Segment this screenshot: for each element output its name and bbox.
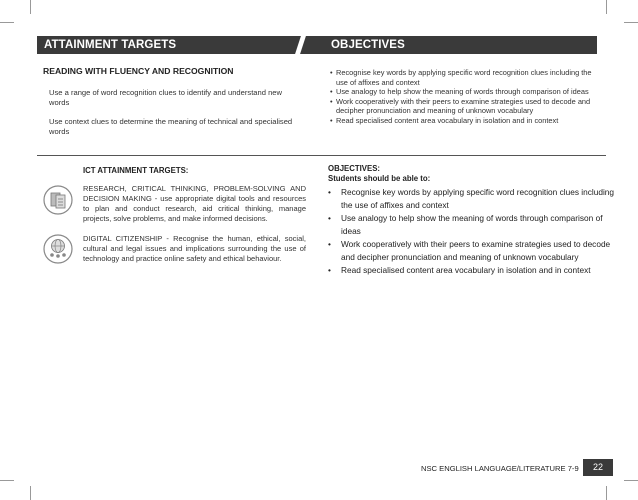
reading-title: READING WITH FLUENCY AND RECOGNITION [43,66,234,76]
crop-mark [0,22,14,23]
objectives-heading: OBJECTIVES [331,39,405,51]
crop-mark [606,0,607,14]
ict-title: ICT ATTAINMENT TARGETS: [83,166,189,175]
objectives-subtitle: Students should be able to: [328,174,431,183]
bullet: • [328,265,331,275]
research-icon [43,185,73,215]
crop-mark [624,480,638,481]
list-item [330,87,600,97]
bullet: • [330,115,333,125]
bullet: • [330,68,333,77]
bullet: • [330,87,333,97]
objectives-list [325,186,615,277]
bullet: • [328,239,331,249]
crop-mark [606,486,607,500]
list-item [325,186,615,212]
list-item-text: Use analogy to help show the meaning of words through comparison of ideas [336,87,589,97]
list-item-text: Read specialised content area vocabulary in isolation and in context [336,115,559,125]
list-item-text: Read specialised content area vocabulary in isolation and in context [341,265,591,275]
crop-mark [0,480,14,481]
ict-research-text: RESEARCH, CRITICAL THINKING, PROBLEM-SOLVING AND DECISION MAKING - use appropriate digital tools and resources to plan and conduct research, aid critical thinking, manage projects, solve problems, and make informed decisions. [83,184,306,223]
list-item-text: Use analogy to help show the meaning of words through comparison of ideas [341,213,603,236]
list-item-text: Recognise key words by applying specific word recognition clues including the use of affixes and context [336,68,592,87]
bullet: • [328,187,331,197]
list-item-text: Work cooperatively with their peers to examine strategies used to decode and decipher pronunciation and meaning of unknown vocabulary [336,96,591,116]
footer-title: NSC ENGLISH LANGUAGE/LITERATURE 7-9 [421,464,579,473]
bullet: • [330,96,333,106]
list-item [325,212,615,238]
list-item [325,238,615,264]
list-item [330,97,600,116]
section-divider [37,155,606,156]
reading-paragraph: Use a range of word recognition clues to identify and understand new words [49,88,283,107]
list-item [330,116,600,126]
ict-citizenship-text: DIGITAL CITIZENSHIP - Recognise the human, ethical, social, cultural and legal issues and implications surrounding the use of technology and practice online safety and ethical behaviour. [83,234,306,263]
list-item [330,68,600,87]
top-objectives-list [330,68,600,126]
bullet: • [328,213,331,223]
objectives-title: OBJECTIVES: [328,164,380,173]
crop-mark [30,0,31,14]
crop-mark [30,486,31,500]
crop-mark [624,22,638,23]
reading-paragraph: Use context clues to determine the meaning of technical and specialised words [49,117,293,136]
page-number: 22 [583,459,613,476]
globe-people-icon [43,234,73,264]
attainment-targets-heading: ATTAINMENT TARGETS [44,39,177,51]
list-item-text: Work cooperatively with their peers to examine strategies used to decode and decipher pronunciation and meaning of unknown vocabulary [341,239,611,262]
list-item-text: Recognise key words by applying specific word recognition clues including the use of affixes and context [341,187,615,210]
list-item [325,264,615,277]
